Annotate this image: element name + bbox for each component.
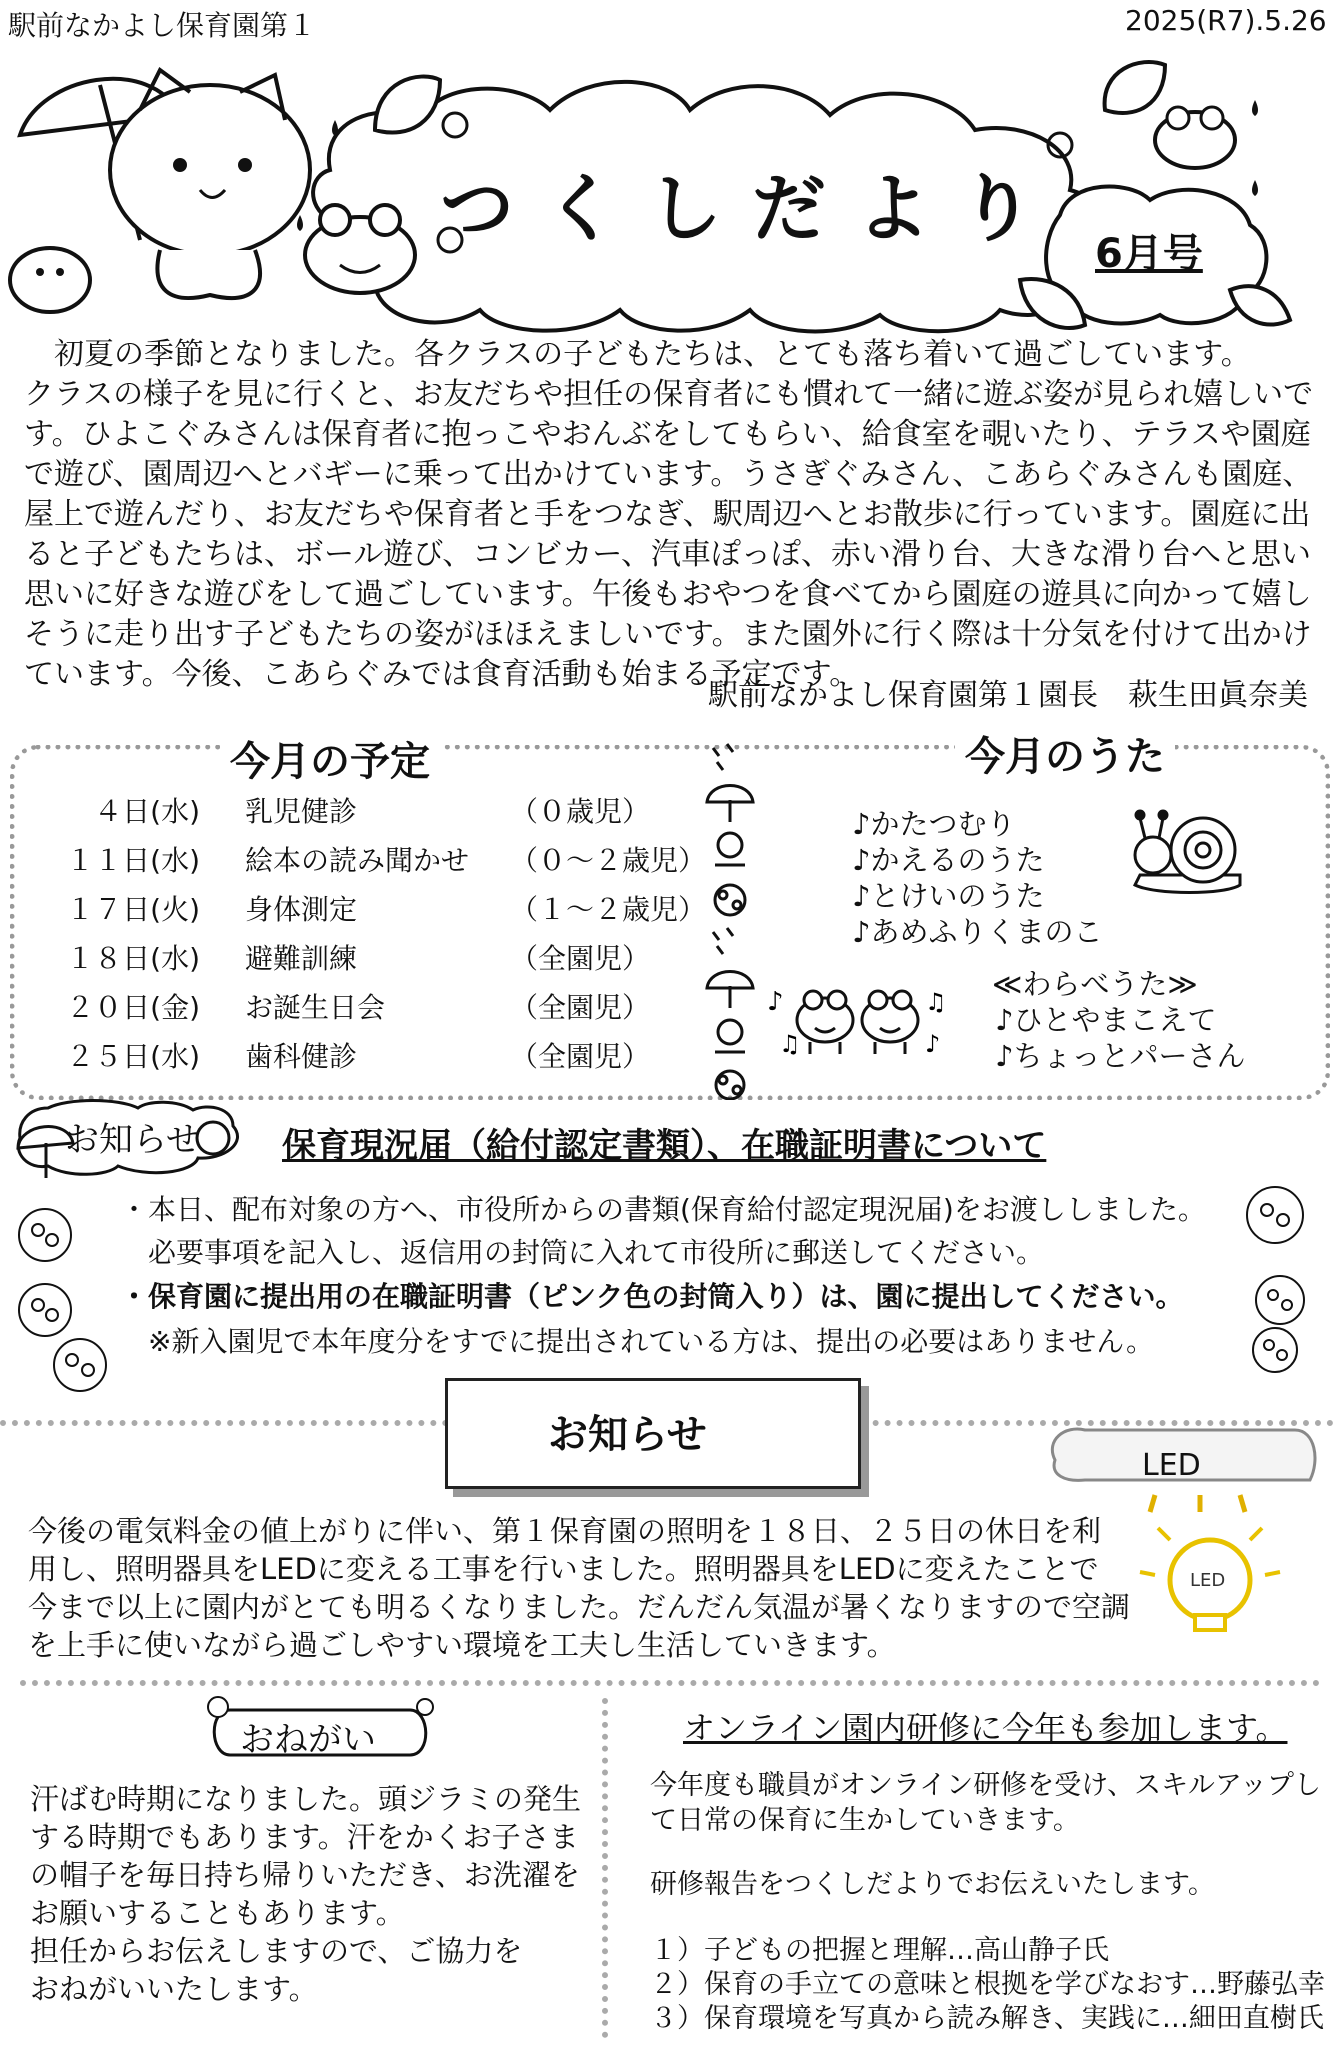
training-item: １）子どもの把握と理解…高山静子氏 <box>650 1935 1109 1966</box>
song-item: ♪あめふりくまのこ <box>852 915 1103 949</box>
oshirase-line: 今後の電気料金の値上がりに伴い、第１保育園の照明を１８日、２５日の休日を利 <box>28 1514 1102 1548</box>
schedule-date: ４日(水) <box>94 795 200 828</box>
notice-heading: 保育現況届（給付認定書類）、在職証明書について <box>282 1126 1047 1166</box>
hydrangea-icon <box>40 1330 120 1400</box>
notice-line: ・保育園に提出用の在職証明書（ピンク色の封筒入り）は、園に提出してください。 <box>120 1280 1184 1313</box>
intro-line: 初夏の季節となりました。各クラスの子どもたちは、とても落ち着いて過ごしています。 <box>24 337 1251 372</box>
onegai-line: 担任からお伝えしますので、ご協力を <box>30 1934 523 1968</box>
schedule-event: 避難訓練 <box>245 942 358 975</box>
intro-line: ると子どもたちは、ボール遊び、コンビカー、汽車ぽっぽ、赤い滑り台、大きな滑り台へと思い <box>24 537 1311 572</box>
led-label: LED <box>1142 1448 1201 1483</box>
schedule-date: １１日(水) <box>66 844 200 877</box>
song-item: ♪とけいのうた <box>852 879 1045 913</box>
schedule-date: １７日(火) <box>66 893 200 926</box>
training-item: ２）保育の手立ての意味と根拠を学びなおす…野藤弘幸 <box>650 1969 1325 2000</box>
training-intro: 今年度も職員がオンライン研修を受け、スキルアップし <box>650 1770 1321 1801</box>
schedule-date: １８日(水) <box>66 942 200 975</box>
training-intro: 研修報告をつくしだよりでお伝えいたします。 <box>650 1869 1215 1900</box>
onegai-line: する時期でもあります。汗をかくお子さま <box>30 1820 579 1854</box>
schedule-event: 乳児健診 <box>245 795 358 828</box>
oshirase-line: 用し、照明器具をLEDに変える工事を行いました。照明器具をLEDに変えたことで <box>28 1552 1099 1586</box>
warabe-item: ♪ひとやまこえて <box>995 1003 1217 1037</box>
schedule-event: 身体測定 <box>245 893 358 926</box>
svg-text:♪: ♪ <box>767 987 784 1017</box>
oshirase-line: を上手に使いながら過ごしやすい環境を工夫し生活していきます。 <box>28 1628 896 1662</box>
onegai-line: おねがいいたします。 <box>30 1972 318 2006</box>
notice-line: 必要事項を記入し、返信用の封筒に入れて市役所に郵送してください。 <box>120 1236 1045 1269</box>
svg-text:♫: ♫ <box>779 1030 801 1058</box>
schedule-event: お誕生日会 <box>245 991 386 1024</box>
schedule-event: 歯科健診 <box>245 1040 358 1073</box>
intro-line: そうに走り出す子どもたちの姿がほほえましいです。また園外に行く際は十分気を付けて出かけ <box>24 617 1312 652</box>
notice-line: ・本日、配布対象の方へ、市役所からの書類(保育給付認定現況届)をお渡ししました。 <box>120 1193 1206 1226</box>
training-heading: オンライン園内研修に今年も参加します。 <box>683 1709 1288 1747</box>
onegai-line: の帽子を毎日持ち帰りいただき、お洗濯を <box>30 1858 580 1892</box>
snail-icon <box>1125 800 1245 900</box>
column-divider <box>602 1698 608 2038</box>
svg-text:♪: ♪ <box>925 1030 941 1058</box>
intro-line: クラスの様子を見に行くと、お友だちや担任の保育者にも慣れて一緒に遊ぶ姿が見られ嬉しいで <box>24 377 1314 412</box>
svg-text:♫: ♫ <box>925 988 947 1016</box>
led-bulb-label: LED <box>1190 1570 1226 1591</box>
intro-line: 思いに好きな遊びをして過ごしています。午後もおやつを食べてから園庭の遊具に向かって嬉し <box>24 577 1312 612</box>
school-name: 駅前なかよし保育園第１ <box>8 9 317 42</box>
songs-title: 今月のうた <box>955 725 1175 782</box>
onegai-title: おねがい <box>240 1720 376 1760</box>
schedule-who: （全園児） <box>510 1040 651 1073</box>
notice-badge: お知らせ <box>65 1120 200 1160</box>
rain-umbrella-icons <box>695 740 765 1100</box>
onegai-line: お願いすることもあります。 <box>30 1896 405 1930</box>
song-item: ♪かえるのうた <box>852 843 1045 877</box>
intro-line: で遊び、園周辺へとバギーに乗って出かけています。うさぎぐみさん、こあらぐみさんも園庭、 <box>24 457 1313 492</box>
onegai-line: 汗ばむ時期になりました。頭ジラミの発生 <box>30 1782 582 1816</box>
hydrangea-icon <box>1225 1180 1325 1450</box>
training-intro: て日常の保育に生かしていきます。 <box>650 1805 1080 1836</box>
warabe-item: ♪ちょっとパーさん <box>995 1039 1246 1073</box>
onegai-text <box>30 1780 581 2008</box>
intro-line: す。ひよこぐみさんは保育者に抱っこやおんぶをしてもらい、給食室を覗いたり、テラスや園庭 <box>24 417 1311 452</box>
schedule-who: （０～２歳児） <box>510 844 707 877</box>
oshirase-title: お知らせ <box>548 1412 707 1458</box>
schedule-event: 絵本の読み聞かせ <box>245 844 470 877</box>
schedule-who: （全園児） <box>510 991 651 1024</box>
frogs-singing-icon <box>765 980 955 1060</box>
schedule-date: ２５日(水) <box>66 1040 200 1073</box>
oshirase-line: 今まで以上に園内がとても明るくなりました。だんだん気温が暑くなりますので空調 <box>28 1590 1131 1624</box>
song-item: ♪かたつむり <box>852 807 1016 841</box>
schedule-date: ２０日(金) <box>66 991 200 1024</box>
schedule-who: （１～２歳児） <box>510 893 707 926</box>
schedule-who: （０歳児） <box>510 795 651 828</box>
section-divider <box>20 1680 1320 1686</box>
notice-line: ※新入園児で本年度分をすでに提出されている方は、提出の必要はありません。 <box>120 1325 1154 1358</box>
training-item: ３）保育環境を写真から読み解き、実践に…細田直樹氏 <box>650 2003 1324 2034</box>
principal-signature: 駅前なかよし保育園第１園長 萩生田眞奈美 <box>708 678 1308 713</box>
schedule-who: （全園児） <box>510 942 651 975</box>
intro-line: ています。今後、こあらぐみでは食育活動も始まる予定です。 <box>24 657 860 692</box>
intro-text <box>24 335 1314 695</box>
issue-label: 6月号 <box>1095 231 1203 277</box>
oshirase-text <box>28 1512 1130 1664</box>
schedule-title: 今月の予定 <box>220 730 440 787</box>
issue-date: 2025(R7).5.26 <box>1125 4 1327 37</box>
intro-line: 屋上で遊んだり、お友だちや保育者と手をつなぎ、駅周辺へとお散歩に行っています。園庭に出 <box>24 497 1311 532</box>
warabe-title: ≪わらべうた≫ <box>992 967 1198 1001</box>
newsletter-title: つくしだより <box>440 166 1064 252</box>
